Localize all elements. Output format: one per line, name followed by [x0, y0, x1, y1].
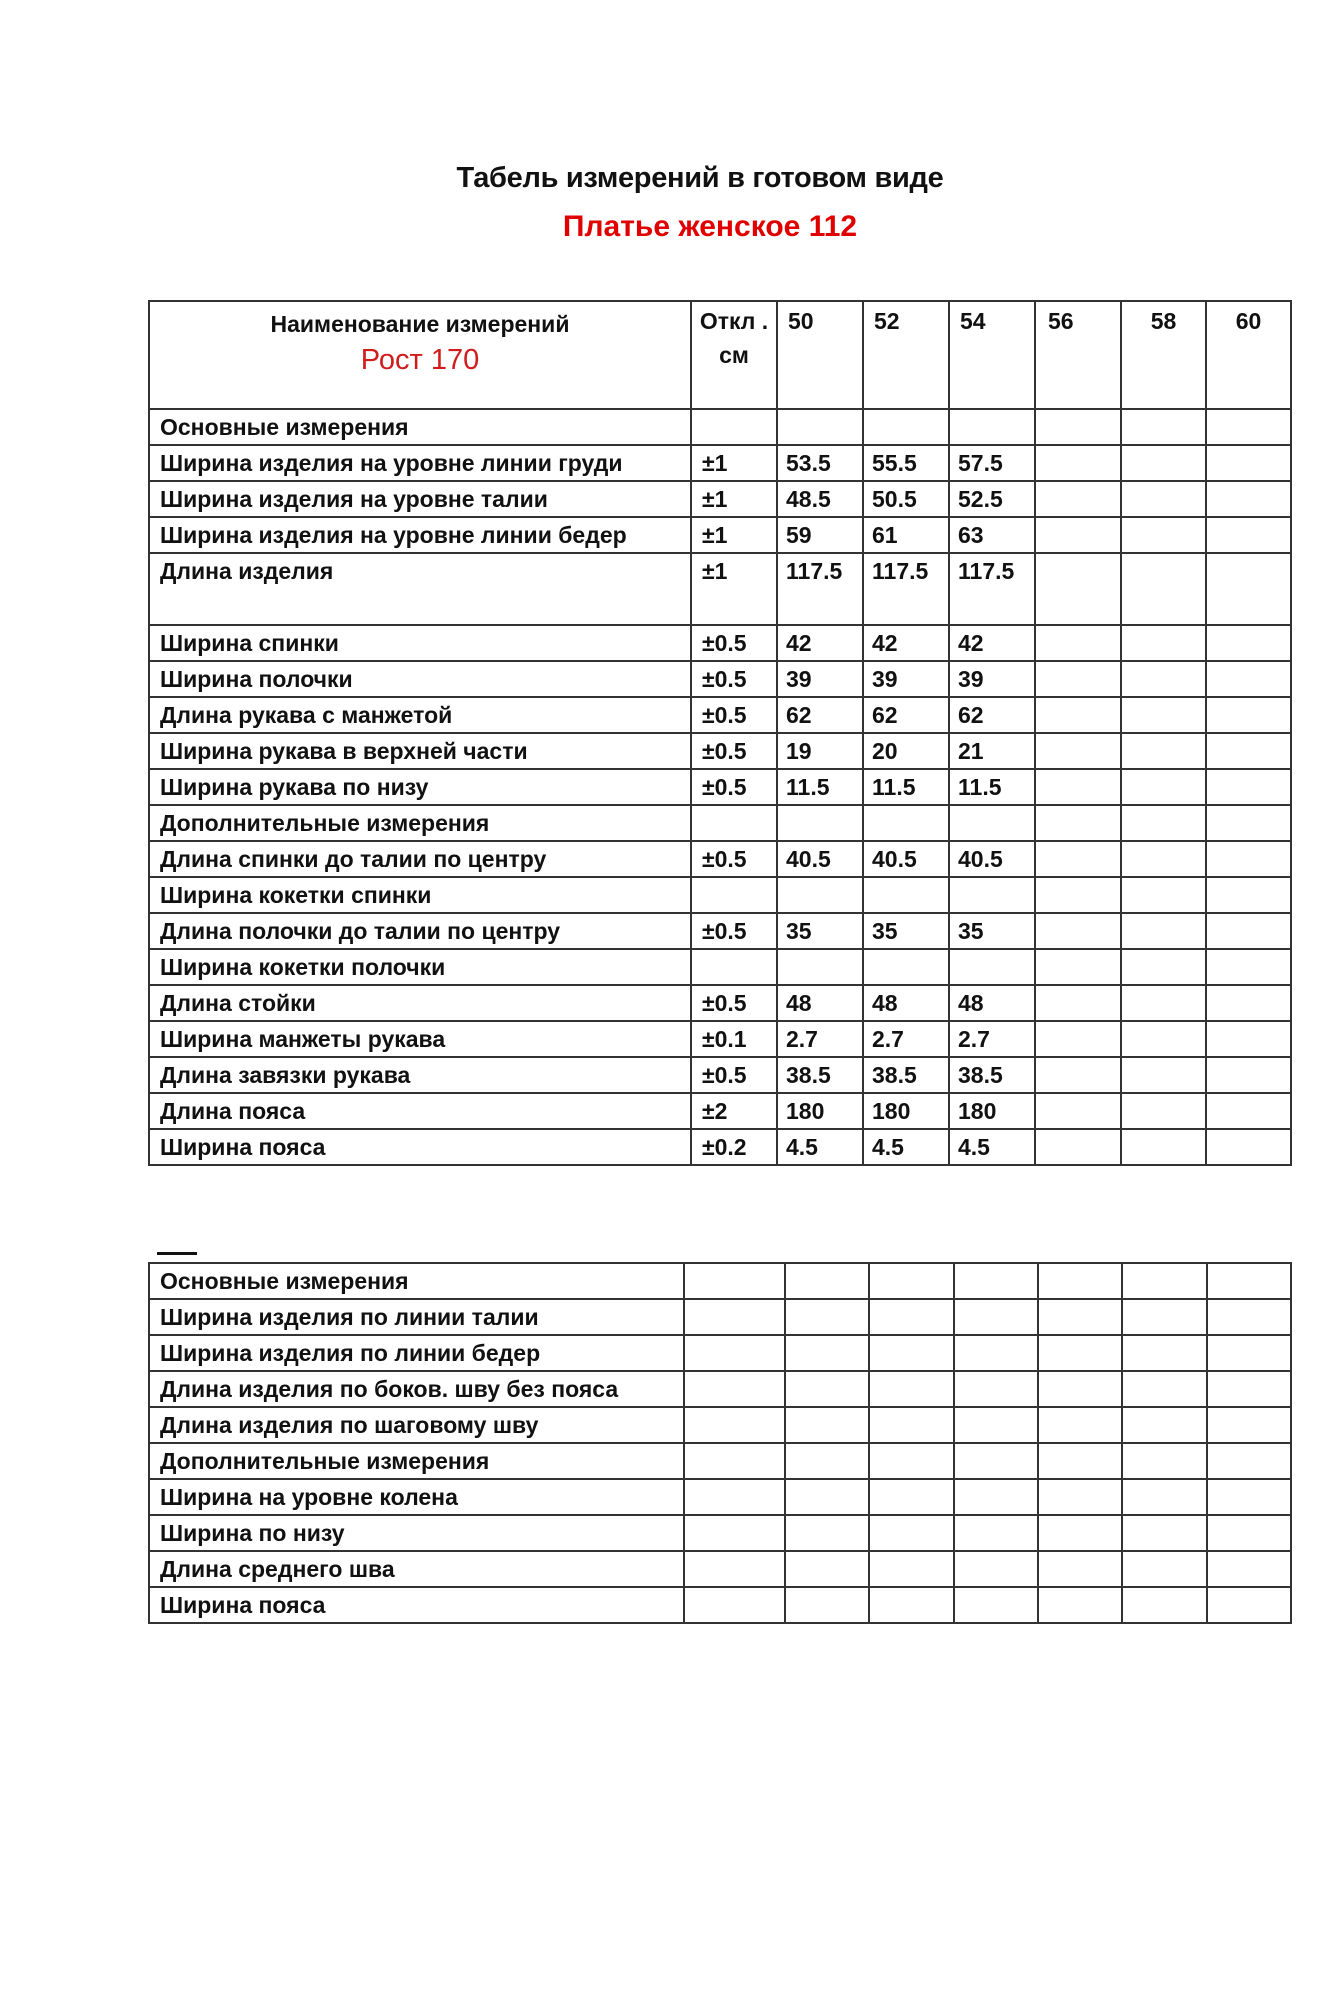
size-value-cell: 117.5	[863, 553, 949, 625]
tolerance-cell: ±0.5	[691, 733, 777, 769]
size-value-cell	[1121, 697, 1206, 733]
size-value-cell: 2.7	[777, 1021, 863, 1057]
size-value-cell	[1206, 913, 1291, 949]
empty-value-cell	[1207, 1299, 1291, 1335]
size-value-cell	[1206, 517, 1291, 553]
size-value-cell	[1206, 1057, 1291, 1093]
size-value-cell	[1121, 1093, 1206, 1129]
size-value-cell	[1206, 733, 1291, 769]
size-value-cell	[1206, 1093, 1291, 1129]
empty-value-cell	[684, 1335, 785, 1371]
empty-value-cell	[1207, 1407, 1291, 1443]
table-row	[149, 769, 1291, 805]
size-value-cell	[1121, 1129, 1206, 1165]
measurement-name: Длина изделия по боков. шву без пояса	[149, 1371, 684, 1407]
size-value-cell	[1121, 445, 1206, 481]
size-value-cell: 48	[777, 985, 863, 1021]
size-value-cell: 62	[777, 697, 863, 733]
size-value-cell: 20	[863, 733, 949, 769]
measurement-name: Ширина по низу	[149, 1515, 684, 1551]
measurement-name: Длина рукава с манжетой	[149, 697, 691, 733]
size-value-cell: 4.5	[777, 1129, 863, 1165]
size-value-cell	[1035, 1093, 1121, 1129]
empty-value-cell	[1122, 1371, 1207, 1407]
empty-value-cell	[1122, 1551, 1207, 1587]
measurement-name: Ширина пояса	[149, 1129, 691, 1165]
tolerance-cell	[691, 805, 777, 841]
size-value-cell	[1121, 913, 1206, 949]
size-value-cell	[949, 805, 1035, 841]
size-value-cell: 38.5	[949, 1057, 1035, 1093]
tolerance-cell: ±0.5	[691, 841, 777, 877]
measurement-name: Дополнительные измерения	[149, 1443, 684, 1479]
measurement-name: Длина полочки до талии по центру	[149, 913, 691, 949]
size-value-cell: 35	[949, 913, 1035, 949]
table-row	[149, 625, 1291, 661]
empty-value-cell	[869, 1407, 954, 1443]
size-value-cell: 42	[863, 625, 949, 661]
tolerance-cell	[691, 949, 777, 985]
empty-value-cell	[1122, 1515, 1207, 1551]
empty-value-cell	[869, 1551, 954, 1587]
measurement-name: Длина завязки рукава	[149, 1057, 691, 1093]
empty-value-cell	[954, 1479, 1038, 1515]
size-value-cell: 117.5	[777, 553, 863, 625]
empty-value-cell	[954, 1515, 1038, 1551]
empty-value-cell	[684, 1587, 785, 1623]
empty-value-cell	[785, 1443, 869, 1479]
size-value-cell	[1121, 769, 1206, 805]
size-value-cell	[1035, 805, 1121, 841]
size-value-cell: 35	[863, 913, 949, 949]
tolerance-cell: ±0.5	[691, 697, 777, 733]
empty-value-cell	[684, 1263, 785, 1299]
size-value-cell: 2.7	[863, 1021, 949, 1057]
size-value-cell	[1121, 949, 1206, 985]
table-row	[149, 661, 1291, 697]
size-value-cell: 48	[949, 985, 1035, 1021]
size-value-cell	[1035, 769, 1121, 805]
empty-value-cell	[785, 1335, 869, 1371]
empty-value-cell	[785, 1515, 869, 1551]
column-header-size: 60	[1206, 301, 1291, 409]
size-value-cell	[863, 805, 949, 841]
size-value-cell	[1035, 1057, 1121, 1093]
size-value-cell	[1035, 1021, 1121, 1057]
size-value-cell	[1206, 805, 1291, 841]
size-value-cell	[1035, 733, 1121, 769]
tolerance-cell: ±0.5	[691, 769, 777, 805]
size-value-cell	[1206, 553, 1291, 625]
table-row	[149, 1335, 1291, 1371]
size-value-cell: 53.5	[777, 445, 863, 481]
size-value-cell	[1035, 697, 1121, 733]
size-value-cell	[1121, 481, 1206, 517]
size-value-cell	[1035, 877, 1121, 913]
size-value-cell	[949, 949, 1035, 985]
size-value-cell	[777, 949, 863, 985]
size-value-cell	[1121, 805, 1206, 841]
empty-value-cell	[1122, 1335, 1207, 1371]
size-value-cell	[1035, 913, 1121, 949]
size-value-cell	[1206, 481, 1291, 517]
measurement-name: Ширина спинки	[149, 625, 691, 661]
table-row	[149, 877, 1291, 913]
size-value-cell: 42	[949, 625, 1035, 661]
empty-value-cell	[1038, 1587, 1122, 1623]
size-value-cell	[1035, 517, 1121, 553]
size-value-cell	[777, 877, 863, 913]
column-header-size: 56	[1035, 301, 1121, 409]
tolerance-cell: ±0.5	[691, 1057, 777, 1093]
empty-value-cell	[785, 1299, 869, 1335]
tolerance-cell: ±0.5	[691, 913, 777, 949]
table-row	[149, 1407, 1291, 1443]
header-name-cell	[149, 301, 691, 409]
size-value-cell	[1206, 841, 1291, 877]
size-value-cell: 50.5	[863, 481, 949, 517]
size-value-cell	[1121, 1021, 1206, 1057]
size-value-cell: 180	[949, 1093, 1035, 1129]
empty-value-cell	[869, 1515, 954, 1551]
size-value-cell	[1206, 409, 1291, 445]
size-value-cell: 21	[949, 733, 1035, 769]
size-value-cell	[1121, 553, 1206, 625]
tolerance-cell: ±1	[691, 445, 777, 481]
size-value-cell	[1035, 661, 1121, 697]
table-row	[149, 1093, 1291, 1129]
page-title: Табель измерений в готовом виде	[456, 162, 944, 194]
size-value-cell	[1121, 625, 1206, 661]
empty-value-cell	[684, 1443, 785, 1479]
size-value-cell	[1206, 985, 1291, 1021]
size-value-cell: 117.5	[949, 553, 1035, 625]
empty-value-cell	[1207, 1587, 1291, 1623]
size-value-cell	[1206, 877, 1291, 913]
empty-value-cell	[1038, 1371, 1122, 1407]
table-row	[149, 733, 1291, 769]
empty-value-cell	[869, 1443, 954, 1479]
empty-value-cell	[1038, 1551, 1122, 1587]
size-value-cell: 40.5	[949, 841, 1035, 877]
tolerance-cell: ±2	[691, 1093, 777, 1129]
empty-value-cell	[869, 1299, 954, 1335]
size-value-cell	[1206, 445, 1291, 481]
size-value-cell: 35	[777, 913, 863, 949]
measurements-table	[148, 300, 1292, 1166]
empty-value-cell	[1122, 1443, 1207, 1479]
tolerance-cell: ±1	[691, 481, 777, 517]
measurement-name: Длина изделия по шаговому шву	[149, 1407, 684, 1443]
empty-value-cell	[954, 1263, 1038, 1299]
size-value-cell: 48	[863, 985, 949, 1021]
measurement-name: Ширина изделия на уровне талии	[149, 481, 691, 517]
size-value-cell: 11.5	[949, 769, 1035, 805]
empty-value-cell	[1038, 1335, 1122, 1371]
measurement-name: Ширина изделия по линии бедер	[149, 1335, 684, 1371]
empty-value-cell	[684, 1479, 785, 1515]
table-row	[149, 697, 1291, 733]
tolerance-cell: ±0.1	[691, 1021, 777, 1057]
tolerance-cell	[691, 409, 777, 445]
size-value-cell	[863, 409, 949, 445]
size-value-cell: 11.5	[863, 769, 949, 805]
table-row	[149, 1263, 1291, 1299]
empty-value-cell	[1122, 1299, 1207, 1335]
size-value-cell	[1206, 697, 1291, 733]
table-row	[149, 949, 1291, 985]
size-value-cell	[1121, 733, 1206, 769]
measurement-name: Ширина рукава по низу	[149, 769, 691, 805]
empty-value-cell	[684, 1371, 785, 1407]
size-value-cell	[1121, 985, 1206, 1021]
empty-value-cell	[954, 1587, 1038, 1623]
size-value-cell: 42	[777, 625, 863, 661]
size-value-cell	[1206, 1021, 1291, 1057]
size-value-cell: 39	[863, 661, 949, 697]
size-value-cell	[863, 877, 949, 913]
size-value-cell: 19	[777, 733, 863, 769]
column-header-size: 52	[863, 301, 949, 409]
measurement-name: Ширина полочки	[149, 661, 691, 697]
measurement-name: Ширина изделия на уровне линии груди	[149, 445, 691, 481]
table-row	[149, 409, 1291, 445]
size-value-cell: 11.5	[777, 769, 863, 805]
empty-value-cell	[684, 1515, 785, 1551]
measurement-name: Ширина изделия по линии талии	[149, 1299, 684, 1335]
empty-value-cell	[954, 1299, 1038, 1335]
table-row	[149, 553, 1291, 625]
empty-value-cell	[869, 1479, 954, 1515]
empty-value-cell	[1207, 1263, 1291, 1299]
table-row	[149, 1479, 1291, 1515]
empty-value-cell	[1038, 1299, 1122, 1335]
size-value-cell	[1035, 1129, 1121, 1165]
size-value-cell: 180	[777, 1093, 863, 1129]
empty-value-cell	[684, 1299, 785, 1335]
empty-value-cell	[785, 1371, 869, 1407]
measurement-name: Ширина изделия на уровне линии бедер	[149, 517, 691, 553]
empty-value-cell	[1122, 1263, 1207, 1299]
size-value-cell	[1035, 841, 1121, 877]
size-value-cell: 48.5	[777, 481, 863, 517]
size-value-cell	[1206, 1129, 1291, 1165]
size-value-cell: 4.5	[949, 1129, 1035, 1165]
measurement-name: Длина спинки до талии по центру	[149, 841, 691, 877]
empty-value-cell	[1122, 1407, 1207, 1443]
empty-value-cell	[1038, 1443, 1122, 1479]
table-row	[149, 1551, 1291, 1587]
empty-value-cell	[954, 1407, 1038, 1443]
empty-value-cell	[1122, 1479, 1207, 1515]
empty-value-cell	[954, 1335, 1038, 1371]
measurement-name: Ширина манжеты рукава	[149, 1021, 691, 1057]
measurement-name: Ширина кокетки полочки	[149, 949, 691, 985]
tolerance-cell: ±0.5	[691, 985, 777, 1021]
empty-value-cell	[785, 1263, 869, 1299]
size-value-cell: 62	[863, 697, 949, 733]
size-value-cell	[1035, 625, 1121, 661]
empty-value-cell	[785, 1407, 869, 1443]
empty-value-cell	[684, 1551, 785, 1587]
size-value-cell: 61	[863, 517, 949, 553]
empty-value-cell	[1207, 1479, 1291, 1515]
size-value-cell	[1121, 517, 1206, 553]
table-row	[149, 517, 1291, 553]
empty-value-cell	[785, 1587, 869, 1623]
size-value-cell	[1206, 661, 1291, 697]
tolerance-cell: ±0.2	[691, 1129, 777, 1165]
size-value-cell	[1206, 625, 1291, 661]
table-row	[149, 913, 1291, 949]
tolerance-cell: ±1	[691, 553, 777, 625]
table-row	[149, 1371, 1291, 1407]
additional-measurements-table	[148, 1262, 1292, 1624]
measurement-name: Длина среднего шва	[149, 1551, 684, 1587]
column-header-size: 54	[949, 301, 1035, 409]
tolerance-cell: ±1	[691, 517, 777, 553]
size-value-cell: 52.5	[949, 481, 1035, 517]
measurement-name: Ширина кокетки спинки	[149, 877, 691, 913]
size-value-cell: 55.5	[863, 445, 949, 481]
size-value-cell	[1035, 409, 1121, 445]
table-row	[149, 445, 1291, 481]
size-value-cell: 2.7	[949, 1021, 1035, 1057]
empty-value-cell	[954, 1551, 1038, 1587]
size-value-cell	[1206, 769, 1291, 805]
size-value-cell: 39	[777, 661, 863, 697]
empty-value-cell	[1038, 1263, 1122, 1299]
empty-value-cell	[785, 1479, 869, 1515]
measurement-name: Ширина рукава в верхней части	[149, 733, 691, 769]
size-value-cell	[1121, 1057, 1206, 1093]
empty-value-cell	[1207, 1335, 1291, 1371]
size-value-cell	[1035, 553, 1121, 625]
height-label: Рост 170	[360, 344, 480, 376]
empty-value-cell	[1207, 1515, 1291, 1551]
table-row	[149, 805, 1291, 841]
product-subtitle: Платье женское 112	[562, 210, 858, 243]
empty-value-cell	[1038, 1515, 1122, 1551]
size-value-cell: 39	[949, 661, 1035, 697]
measurement-name: Основные измерения	[149, 1263, 684, 1299]
table-row	[149, 841, 1291, 877]
size-value-cell	[949, 409, 1035, 445]
measurement-name: Дополнительные измерения	[149, 805, 691, 841]
column-header-name: Наименование измерений	[270, 311, 570, 337]
size-value-cell: 40.5	[777, 841, 863, 877]
size-value-cell	[949, 877, 1035, 913]
measurement-name: Длина пояса	[149, 1093, 691, 1129]
empty-value-cell	[1207, 1551, 1291, 1587]
size-value-cell	[1035, 445, 1121, 481]
empty-value-cell	[1207, 1443, 1291, 1479]
column-header-tolerance: Откл . см	[691, 301, 777, 409]
table-header-row	[149, 301, 1291, 409]
empty-value-cell	[1207, 1371, 1291, 1407]
measurement-name: Длина стойки	[149, 985, 691, 1021]
tolerance-cell	[691, 877, 777, 913]
size-value-cell: 59	[777, 517, 863, 553]
measurement-name: Ширина пояса	[149, 1587, 684, 1623]
size-value-cell	[1121, 409, 1206, 445]
size-value-cell	[1035, 481, 1121, 517]
empty-value-cell	[1038, 1407, 1122, 1443]
empty-value-cell	[869, 1263, 954, 1299]
empty-value-cell	[785, 1551, 869, 1587]
table-row	[149, 481, 1291, 517]
empty-value-cell	[954, 1443, 1038, 1479]
table-row	[149, 1587, 1291, 1623]
measurement-name: Ширина на уровне колена	[149, 1479, 684, 1515]
size-value-cell	[1035, 949, 1121, 985]
empty-value-cell	[869, 1371, 954, 1407]
column-header-size: 50	[777, 301, 863, 409]
table-row	[149, 1443, 1291, 1479]
table-row	[149, 985, 1291, 1021]
size-value-cell	[1121, 841, 1206, 877]
size-value-cell: 63	[949, 517, 1035, 553]
size-value-cell	[777, 409, 863, 445]
size-value-cell	[1121, 661, 1206, 697]
table-row	[149, 1129, 1291, 1165]
size-value-cell: 40.5	[863, 841, 949, 877]
tolerance-cell: ±0.5	[691, 661, 777, 697]
measurement-name: Длина изделия	[149, 553, 691, 625]
size-value-cell: 57.5	[949, 445, 1035, 481]
measurement-name: Основные измерения	[149, 409, 691, 445]
table-row	[149, 1021, 1291, 1057]
empty-value-cell	[869, 1587, 954, 1623]
empty-value-cell	[954, 1371, 1038, 1407]
size-value-cell	[777, 805, 863, 841]
empty-value-cell	[1038, 1479, 1122, 1515]
table-row	[149, 1515, 1291, 1551]
size-value-cell: 62	[949, 697, 1035, 733]
empty-value-cell	[1122, 1587, 1207, 1623]
table-row	[149, 1057, 1291, 1093]
size-value-cell: 38.5	[777, 1057, 863, 1093]
size-value-cell	[863, 949, 949, 985]
size-value-cell: 180	[863, 1093, 949, 1129]
tolerance-cell: ±0.5	[691, 625, 777, 661]
empty-value-cell	[684, 1407, 785, 1443]
size-value-cell	[1035, 985, 1121, 1021]
underline-mark	[157, 1252, 197, 1255]
size-value-cell: 4.5	[863, 1129, 949, 1165]
empty-value-cell	[869, 1335, 954, 1371]
size-value-cell	[1121, 877, 1206, 913]
column-header-size: 58	[1121, 301, 1206, 409]
size-value-cell: 38.5	[863, 1057, 949, 1093]
table-row	[149, 1299, 1291, 1335]
size-value-cell	[1206, 949, 1291, 985]
